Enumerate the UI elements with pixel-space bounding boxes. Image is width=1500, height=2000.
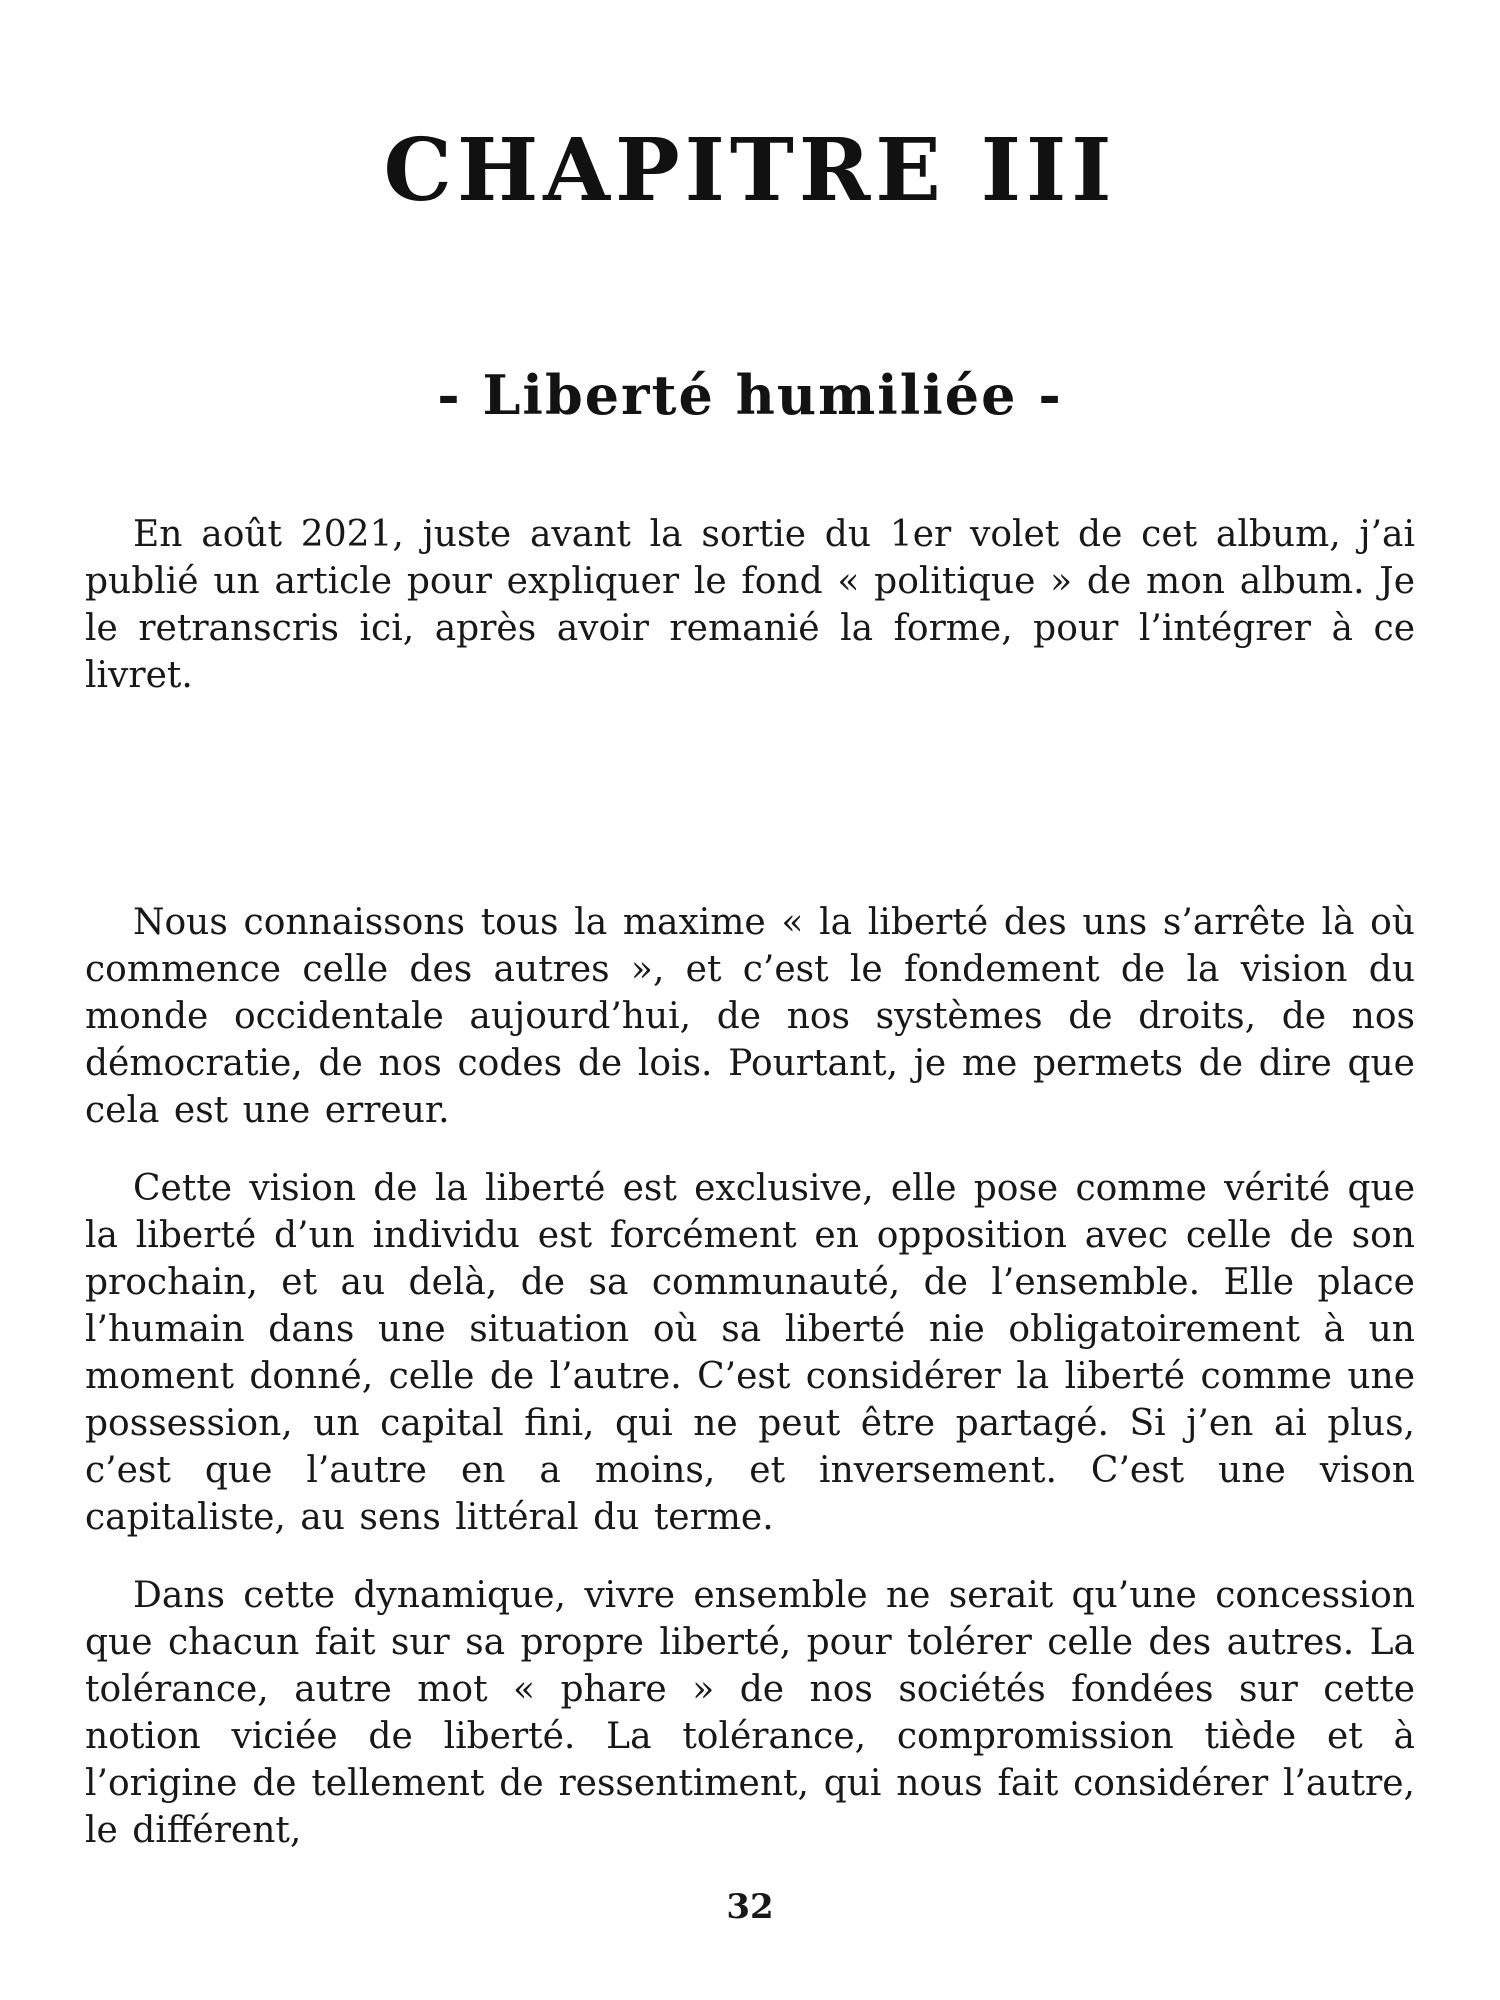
paragraph-dynamique: Dans cette dynamique, vivre ensemble ne serait qu’une concession que chacun fait sur sa propre liberté, pour tolérer celle des autres. La tolérance, autre mot « phare » de nos sociétés fondées sur cette notion viciée de liberté. La tolérance, compromission tiède et à l’origine de tellement de ressentiment, qui nous fait considérer l’autre, le différent, xyxy=(85,1575,1415,1852)
page-number: 32 xyxy=(726,1887,774,1927)
paragraph-intro: En août 2021, juste avant la sortie du 1er volet de cet album, j’ai publié un article pour expliquer le fond « politique » de mon album. Je le retranscris ici, après avoir remanié la forme, pour l’intégrer à ce livret. xyxy=(85,514,1415,697)
chapter-title: CHAPITRE III xyxy=(383,120,1117,221)
paragraph-maxime: Nous connaissons tous la maxime « la liberté des uns s’arrête là où commence celle des autres », et c’est le fondement de la vision du monde occidentale aujourd’hui, de nos systèmes de droits, de nos démocratie, de nos codes de lois. Pourtant, je me permets de dire que cela est une erreur. xyxy=(85,902,1415,1132)
paragraph-vision-exclusive: Cette vision de la liberté est exclusive, elle pose comme vérité que la liberté d’un individu est forcément en opposition avec celle de son prochain, et au delà, de sa communauté, de l’ensemble. Elle place l’humain dans une situation où sa liberté nie obligatoirement à un moment donné, celle de l’autre. C’est considérer la liberté comme une possession, un capital fini, qui ne peut être partagé. Si j’en ai plus, c’est que l’autre en a moins, et inversement. C’est une vison capitaliste, au sens littéral du terme. xyxy=(85,1168,1415,1539)
body-text xyxy=(85,511,1415,1854)
chapter-subtitle: - Liberté humiliée - xyxy=(437,363,1063,427)
